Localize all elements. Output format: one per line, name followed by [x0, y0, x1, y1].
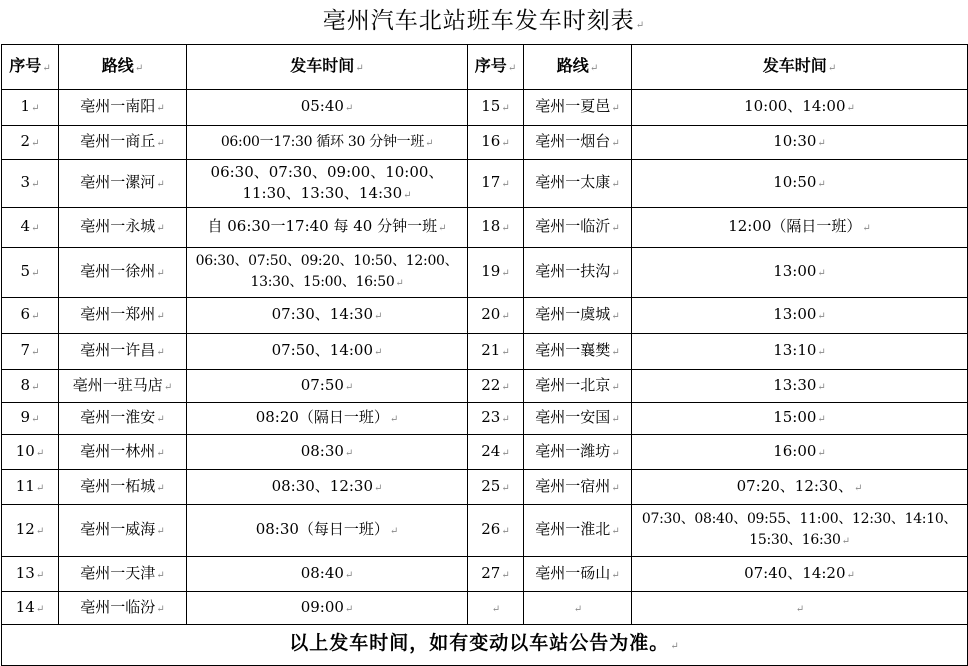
- route-cell-text: 亳州一临汾: [80, 597, 156, 616]
- header-row: [2, 45, 968, 90]
- route-cell: [524, 505, 632, 557]
- route-cell: [524, 208, 632, 248]
- table-row: [2, 298, 968, 334]
- paragraph-mark-icon: ↵: [817, 268, 826, 279]
- row-number-cell: [468, 334, 524, 370]
- paragraph-mark-icon: ↵: [817, 381, 826, 393]
- paragraph-mark-icon: ↵: [611, 414, 620, 425]
- paragraph-mark-icon: ↵: [611, 381, 620, 393]
- route-cell-text: 亳州一淮安: [80, 408, 156, 426]
- table-row: [2, 403, 968, 435]
- row-number-cell-text: 8: [20, 375, 31, 394]
- row-number-cell: [2, 505, 59, 557]
- paragraph-mark-icon: ↵: [395, 278, 404, 289]
- paragraph-mark-icon: ↵: [374, 347, 383, 358]
- departure-time-cell-text: 10:00、14:00: [744, 97, 846, 115]
- route-cell: [524, 435, 632, 470]
- route-cell-text: 亳州一襄樊: [535, 341, 611, 359]
- paragraph-mark-icon: ↵: [846, 569, 855, 581]
- paragraph-mark-icon: ↵: [611, 347, 620, 358]
- paragraph-mark-icon: ↵: [611, 482, 620, 494]
- paragraph-mark-icon: ↵: [389, 526, 399, 537]
- row-number-cell-text: 15: [481, 97, 501, 115]
- paragraph-mark-icon: ↵: [501, 569, 510, 581]
- departure-time-cell: [632, 126, 968, 160]
- route-cell: [524, 370, 632, 403]
- departure-time-cell-text: 08:30、12:30: [271, 476, 374, 495]
- row-number-cell: [468, 298, 524, 334]
- row-number-cell: [468, 126, 524, 160]
- paragraph-mark-icon: ↵: [31, 223, 40, 234]
- route-cell: [524, 90, 632, 126]
- departure-time-cell: [187, 248, 468, 298]
- departure-time-cell: [187, 126, 468, 160]
- paragraph-mark-icon: ↵: [795, 603, 805, 615]
- paragraph-mark-icon: ↵: [156, 311, 165, 322]
- table-row: [2, 592, 968, 625]
- table-row: [2, 248, 968, 298]
- paragraph-mark-icon: ↵: [31, 103, 40, 114]
- row-number-cell-text: 14: [15, 597, 35, 616]
- row-number-cell-text: 22: [481, 375, 501, 394]
- route-cell-text: 亳州一商丘: [80, 132, 156, 150]
- row-number-cell-text: 13: [15, 563, 35, 582]
- paragraph-mark-icon: ↵: [156, 347, 165, 358]
- row-number-cell-text: 1: [20, 97, 31, 115]
- row-number-cell: [468, 403, 524, 435]
- route-cell-text: 亳州一林州: [80, 441, 156, 460]
- paragraph-mark-icon: ↵: [611, 447, 620, 459]
- route-cell: [524, 160, 632, 208]
- paragraph-mark-icon: ↵: [501, 526, 510, 537]
- table-row: [2, 435, 968, 470]
- table-row: [2, 470, 968, 505]
- paragraph-mark-icon: ↵: [501, 482, 510, 494]
- route-cell: [59, 248, 187, 298]
- table-row: [2, 160, 968, 208]
- route-cell-text: 亳州一潍坊: [535, 441, 611, 460]
- row-number-cell-text: 3: [20, 173, 31, 191]
- paragraph-mark-icon: ↵: [611, 569, 620, 581]
- paragraph-mark-icon: ↵: [438, 223, 447, 234]
- route-cell-text: 亳州一徐州: [80, 262, 156, 280]
- paragraph-mark-icon: ↵: [156, 603, 165, 615]
- paragraph-mark-icon: ↵: [156, 223, 165, 234]
- departure-time-cell-text: 07:30、08:40、09:55、11:00、12:30、14:10、15:30、16:30: [641, 511, 958, 548]
- departure-time-cell-text: 06:30、07:50、09:20、10:50、12:00、13:30、15:00、16:50: [195, 253, 459, 290]
- header-cell-time: 发车时间↵: [187, 45, 468, 90]
- row-number-cell: [468, 370, 524, 403]
- row-number-cell-text: 7: [20, 341, 31, 359]
- page-title-text: 亳州汽车北站班车发车时刻表: [322, 8, 635, 34]
- route-cell-text: 亳州一许昌: [80, 341, 156, 359]
- row-number-cell-text: 19: [481, 262, 501, 280]
- route-cell: [59, 90, 187, 126]
- row-number-cell: [468, 505, 524, 557]
- row-number-cell-text: 27: [481, 563, 501, 582]
- paragraph-mark-icon: ↵: [163, 381, 173, 393]
- row-number-cell-text: 12: [15, 520, 35, 538]
- row-number-cell: [2, 470, 59, 505]
- departure-time-cell: [187, 470, 468, 505]
- row-number-cell: [2, 298, 59, 334]
- paragraph-mark-icon: ↵: [817, 179, 826, 190]
- paragraph-mark-icon: ↵: [31, 414, 40, 425]
- header-cell-time: 发车时间↵: [632, 45, 968, 90]
- route-cell-text: 亳州一烟台: [535, 132, 611, 150]
- row-number-cell: [468, 557, 524, 592]
- departure-time-cell-text: 13:10: [773, 341, 817, 359]
- row-number-cell: [468, 90, 524, 126]
- route-cell: [59, 298, 187, 334]
- paragraph-mark-icon: ↵: [31, 311, 40, 322]
- route-cell: [59, 403, 187, 435]
- route-cell-text: 亳州一砀山: [535, 563, 611, 582]
- paragraph-mark-icon: ↵: [846, 103, 855, 114]
- departure-time-cell: [187, 208, 468, 248]
- route-cell-text: 亳州一宿州: [535, 476, 611, 495]
- route-cell-text: 亳州一驻马店: [72, 375, 163, 394]
- paragraph-mark-icon: ↵: [491, 603, 501, 615]
- route-cell: [524, 470, 632, 505]
- route-cell: [524, 126, 632, 160]
- departure-time-cell-text: 06:30、07:30、09:00、10:00、11:30、13:30、14:30: [210, 162, 444, 202]
- paragraph-mark-icon: ↵: [35, 569, 45, 581]
- departure-time-cell: [632, 334, 968, 370]
- row-number-cell: [2, 403, 59, 435]
- paragraph-mark-icon: ↵: [156, 482, 165, 494]
- route-cell-text: 亳州一夏邑: [535, 97, 611, 115]
- paragraph-mark-icon: ↵: [501, 223, 510, 234]
- paragraph-mark-icon: ↵: [344, 103, 354, 114]
- departure-time-cell: [187, 160, 468, 208]
- departure-time-cell-text: 08:20（隔日一班）: [255, 408, 389, 426]
- route-cell-text: 亳州一淮北: [535, 520, 611, 538]
- row-number-cell: [2, 557, 59, 592]
- paragraph-mark-icon: ↵: [344, 569, 354, 581]
- route-cell: [59, 334, 187, 370]
- row-number-cell: [2, 90, 59, 126]
- departure-time-cell: [632, 248, 968, 298]
- paragraph-mark-icon: ↵: [501, 414, 510, 425]
- paragraph-mark-icon: ↵: [611, 179, 620, 190]
- row-number-cell-text: 24: [481, 441, 501, 460]
- paragraph-mark-icon: ↵: [35, 482, 45, 494]
- route-cell: [59, 470, 187, 505]
- paragraph-mark-icon: ↵: [611, 268, 620, 279]
- paragraph-mark-icon: ↵: [841, 536, 850, 547]
- row-number-cell-text: 17: [481, 173, 501, 191]
- paragraph-mark-icon: ↵: [35, 603, 45, 615]
- departure-time-cell-text: 05:40: [300, 97, 344, 115]
- paragraph-mark-icon: ↵: [374, 311, 383, 322]
- paragraph-mark-icon: ↵: [501, 381, 510, 393]
- paragraph-mark-icon: ↵: [156, 447, 165, 459]
- route-cell-text: 亳州一永城: [80, 217, 156, 235]
- paragraph-mark-icon: ↵: [611, 223, 620, 234]
- paragraph-mark-icon: ↵: [31, 381, 40, 393]
- departure-time-cell-text: 07:20、12:30、: [736, 476, 854, 495]
- paragraph-mark-icon: ↵: [156, 414, 165, 425]
- row-number-cell-text: 23: [481, 408, 501, 426]
- departure-time-cell: [632, 592, 968, 625]
- table-row: [2, 334, 968, 370]
- paragraph-mark-icon: ↵: [156, 103, 165, 114]
- departure-time-cell-text: 15:00: [773, 408, 817, 426]
- paragraph-mark-icon: ↵: [374, 482, 383, 494]
- route-cell: [59, 505, 187, 557]
- route-cell-text: 亳州一柘城: [80, 476, 156, 495]
- row-number-cell: [468, 248, 524, 298]
- page-title: [0, 0, 968, 44]
- row-number-cell: [2, 160, 59, 208]
- paragraph-mark-icon: ↵: [573, 603, 583, 615]
- departure-time-cell-text: 12:00（隔日一班）: [728, 217, 862, 235]
- paragraph-mark-icon: ↵: [31, 179, 40, 190]
- table-row: [2, 370, 968, 403]
- departure-time-cell: [632, 298, 968, 334]
- timetable-body: [2, 90, 968, 625]
- row-number-cell-text: 4: [20, 217, 31, 235]
- route-cell-text: 亳州一安国: [535, 408, 611, 426]
- paragraph-mark-icon: ↵: [156, 526, 165, 537]
- departure-time-cell: [187, 334, 468, 370]
- paragraph-mark-icon: ↵: [425, 137, 434, 149]
- paragraph-mark-icon: ↵: [344, 381, 354, 393]
- footer-note: 以上发车时间，如有变动以车站公告为准。↵: [2, 625, 968, 666]
- route-cell-text: 亳州一虞城: [535, 305, 611, 323]
- route-cell-text: 亳州一郑州: [80, 305, 156, 323]
- header-cell-route: 路线↵: [59, 45, 187, 90]
- departure-time-cell: [632, 505, 968, 557]
- row-number-cell-text: 21: [481, 341, 501, 359]
- row-number-cell-text: 25: [481, 476, 501, 495]
- header-cell-no: 序号↵: [2, 45, 59, 90]
- route-cell: [59, 557, 187, 592]
- route-cell: [59, 160, 187, 208]
- departure-time-cell: [187, 298, 468, 334]
- route-cell: [524, 403, 632, 435]
- paragraph-mark-icon: ↵: [35, 526, 45, 537]
- paragraph-mark-icon: ↵: [501, 138, 510, 149]
- route-cell: [59, 435, 187, 470]
- departure-time-cell: [187, 90, 468, 126]
- table-row: [2, 126, 968, 160]
- departure-time-cell-text: 06:00一17:30 循环 30 分钟一班: [220, 133, 425, 150]
- row-number-cell-text: 16: [481, 132, 501, 150]
- paragraph-mark-icon: ↵: [389, 414, 399, 425]
- paragraph-mark-icon: ↵: [31, 347, 40, 358]
- departure-time-cell-text: 13:30: [773, 375, 817, 394]
- paragraph-mark-icon: ↵: [635, 20, 646, 31]
- paragraph-mark-icon: ↵: [611, 138, 620, 149]
- departure-time-cell-text: 08:30: [300, 441, 344, 460]
- departure-time-cell: [632, 470, 968, 505]
- route-cell-text: 亳州一北京: [535, 375, 611, 394]
- paragraph-mark-icon: ↵: [31, 268, 40, 279]
- row-number-cell-text: 26: [481, 520, 501, 538]
- paragraph-mark-icon: ↵: [156, 138, 165, 149]
- paragraph-mark-icon: ↵: [156, 179, 165, 190]
- route-cell-text: 亳州一漯河: [80, 173, 156, 191]
- route-cell-text: 亳州一天津: [80, 563, 156, 582]
- header-cell-route: 路线↵: [524, 45, 632, 90]
- route-cell: [59, 370, 187, 403]
- departure-time-cell: [632, 208, 968, 248]
- paragraph-mark-icon: ↵: [817, 414, 826, 425]
- paragraph-mark-icon: ↵: [344, 603, 354, 615]
- paragraph-mark-icon: ↵: [817, 311, 826, 322]
- departure-time-cell-text: 10:30: [773, 132, 817, 150]
- route-cell-text: 亳州一威海: [80, 520, 156, 538]
- paragraph-mark-icon: ↵: [611, 311, 620, 322]
- route-cell: [59, 126, 187, 160]
- departure-time-cell: [632, 557, 968, 592]
- paragraph-mark-icon: ↵: [35, 447, 45, 459]
- departure-time-cell: [187, 370, 468, 403]
- route-cell: [59, 208, 187, 248]
- row-number-cell-text: 2: [20, 132, 31, 150]
- row-number-cell: [2, 435, 59, 470]
- departure-time-cell: [632, 435, 968, 470]
- departure-time-cell: [632, 403, 968, 435]
- departure-time-cell-text: 09:00: [300, 597, 344, 616]
- route-cell: [524, 298, 632, 334]
- table-row: [2, 557, 968, 592]
- row-number-cell: [2, 334, 59, 370]
- row-number-cell: [468, 592, 524, 625]
- row-number-cell-text: 20: [481, 305, 501, 323]
- paragraph-mark-icon: ↵: [31, 138, 40, 149]
- header-cell-no: 序号↵: [468, 45, 524, 90]
- departure-time-cell-text: 自 06:30一17:40 每 40 分钟一班: [207, 217, 438, 235]
- route-cell-text: 亳州一临沂: [535, 217, 611, 235]
- paragraph-mark-icon: ↵: [501, 347, 510, 358]
- paragraph-mark-icon: ↵: [403, 189, 412, 201]
- departure-time-cell-text: 08:30（每日一班）: [255, 520, 389, 538]
- route-cell: [524, 334, 632, 370]
- paragraph-mark-icon: ↵: [156, 268, 165, 279]
- paragraph-mark-icon: ↵: [611, 103, 620, 114]
- route-cell-text: 亳州一扶沟: [535, 262, 611, 280]
- row-number-cell: [2, 126, 59, 160]
- departure-time-cell-text: 07:40、14:20: [744, 563, 846, 582]
- row-number-cell: [468, 160, 524, 208]
- row-number-cell: [468, 470, 524, 505]
- departure-time-cell: [187, 557, 468, 592]
- route-cell: [524, 248, 632, 298]
- departure-time-cell: [632, 370, 968, 403]
- table-row: [2, 90, 968, 126]
- row-number-cell: [2, 592, 59, 625]
- row-number-cell: [468, 208, 524, 248]
- departure-time-cell: [632, 90, 968, 126]
- route-cell: [59, 592, 187, 625]
- departure-time-cell-text: 13:00: [773, 262, 817, 280]
- row-number-cell-text: 9: [20, 408, 31, 426]
- departure-time-cell: [187, 435, 468, 470]
- row-number-cell-text: 10: [15, 441, 35, 460]
- paragraph-mark-icon: ↵: [501, 268, 510, 279]
- paragraph-mark-icon: ↵: [501, 179, 510, 190]
- departure-time-cell-text: 07:50、14:00: [271, 341, 374, 359]
- row-number-cell-text: 5: [20, 262, 31, 280]
- paragraph-mark-icon: ↵: [817, 447, 826, 459]
- row-number-cell: [2, 248, 59, 298]
- departure-time-cell: [187, 403, 468, 435]
- row-number-cell-text: 18: [481, 217, 501, 235]
- paragraph-mark-icon: ↵: [156, 569, 165, 581]
- paragraph-mark-icon: ↵: [817, 138, 826, 149]
- route-cell: [524, 592, 632, 625]
- row-number-cell: [2, 370, 59, 403]
- row-number-cell-text: 6: [20, 305, 31, 323]
- departure-time-cell-text: 16:00: [773, 441, 817, 460]
- route-cell-text: 亳州一太康: [535, 173, 611, 191]
- paragraph-mark-icon: ↵: [611, 526, 620, 537]
- departure-time-cell: [187, 505, 468, 557]
- departure-time-cell-text: 13:00: [773, 305, 817, 323]
- paragraph-mark-icon: ↵: [862, 223, 871, 234]
- paragraph-mark-icon: ↵: [344, 447, 354, 459]
- table-row: [2, 208, 968, 248]
- route-cell-text: 亳州一南阳: [80, 97, 156, 115]
- table-row: [2, 505, 968, 557]
- departure-time-cell: [632, 160, 968, 208]
- paragraph-mark-icon: ↵: [817, 347, 826, 358]
- paragraph-mark-icon: ↵: [854, 482, 863, 494]
- paragraph-mark-icon: ↵: [501, 447, 510, 459]
- departure-time-cell: [187, 592, 468, 625]
- footer-row: [2, 625, 968, 666]
- departure-time-cell-text: 10:50: [773, 173, 817, 191]
- row-number-cell-text: 11: [15, 476, 35, 495]
- departure-time-cell-text: 07:50: [300, 375, 344, 394]
- departure-time-cell-text: 08:40: [300, 563, 344, 582]
- route-cell: [524, 557, 632, 592]
- departure-time-cell-text: 07:30、14:30: [271, 305, 374, 323]
- row-number-cell: [2, 208, 59, 248]
- timetable: [1, 44, 968, 666]
- paragraph-mark-icon: ↵: [501, 103, 510, 114]
- paragraph-mark-icon: ↵: [501, 311, 510, 322]
- row-number-cell: [468, 435, 524, 470]
